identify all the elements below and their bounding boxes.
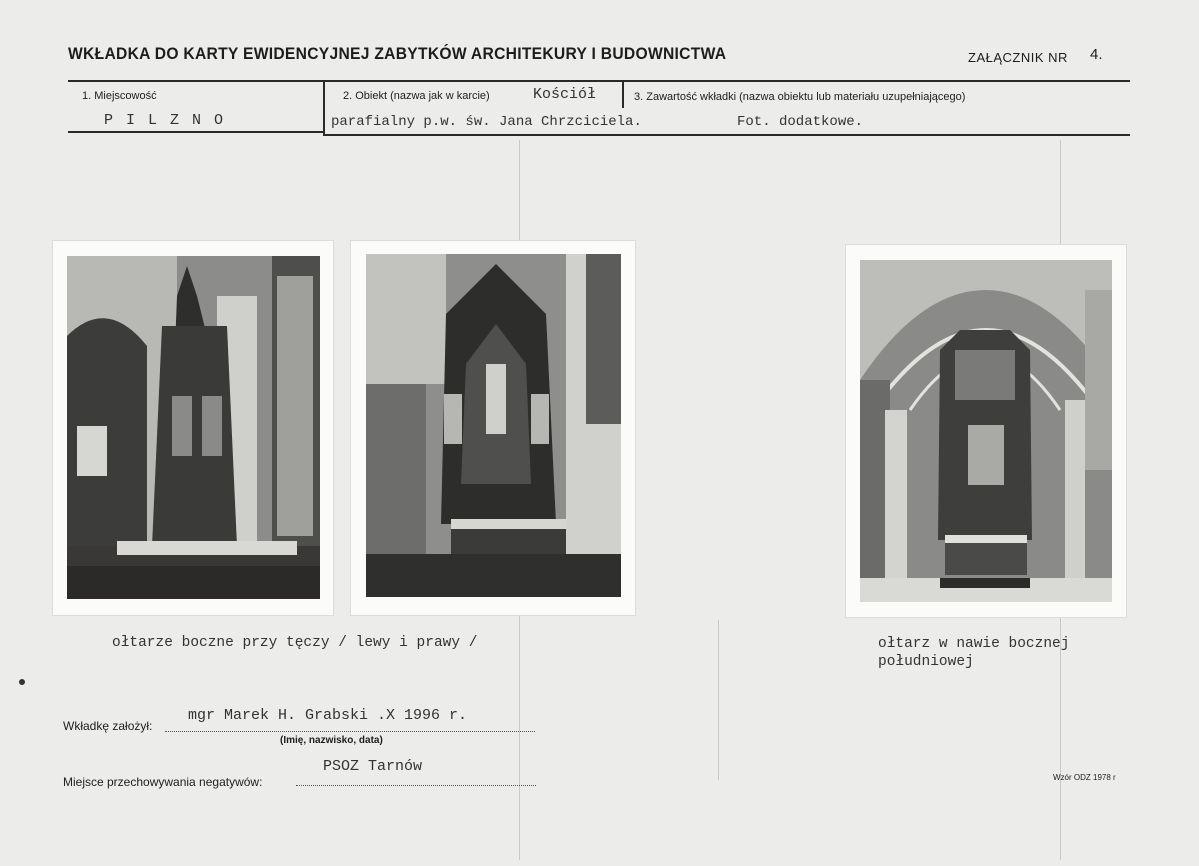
field-bottom-rule-right: [323, 134, 1130, 136]
object-value-line1: Kościół: [533, 86, 597, 103]
field-bottom-rule-left: [68, 131, 323, 133]
object-label: 2. Obiekt (nazwa jak w karcie): [343, 90, 490, 102]
form-code: Wzór ODZ 1978 r: [1053, 773, 1116, 782]
caption-nave-altar-line1: ołtarz w nawie bocznej: [878, 636, 1070, 652]
locality-value: P I L Z N O: [104, 112, 226, 129]
field-divider-2: [622, 80, 624, 108]
annex-number: 4.: [1090, 46, 1103, 63]
contents-value: Fot. dodatkowe.: [737, 114, 864, 130]
annex-label: ZAŁĄCZNIK NR: [968, 50, 1068, 65]
object-value-line2: parafialny p.w. św. Jana Chrzciciela.: [331, 114, 642, 130]
photo-left-side-altar: [67, 256, 320, 599]
created-by-value: mgr Marek H. Grabski .X 1996 r.: [188, 707, 468, 724]
caption-nave-altar-line2: południowej: [878, 654, 974, 670]
form-title: WKŁADKA DO KARTY EWIDENCYJNEJ ZABYTKÓW ARCHITEKURY I BUDOWNICTWA: [68, 44, 727, 63]
page-dot: [19, 679, 25, 685]
field-top-rule: [68, 80, 1130, 82]
caption-side-altars: ołtarze boczne przy tęczy / lewy i prawy /: [112, 635, 478, 651]
storage-dotted-line: [296, 785, 536, 786]
created-by-hint: (Imię, nazwisko, data): [280, 735, 383, 746]
created-by-dotted-line: [165, 731, 535, 732]
created-by-label: Wkładkę założył:: [63, 719, 153, 733]
field-divider-1: [323, 80, 325, 134]
locality-label: 1. Miejscowość: [82, 90, 157, 102]
photo-south-nave-altar: [860, 260, 1112, 602]
storage-label: Miejsce przechowywania negatywów:: [63, 775, 263, 789]
contents-label: 3. Zawartość wkładki (nazwa obiektu lub materiału uzupełniającego): [634, 91, 966, 103]
photo-right-side-altar: [366, 254, 621, 597]
storage-value: PSOZ Tarnów: [323, 758, 423, 775]
fold-line-2: [718, 620, 719, 780]
